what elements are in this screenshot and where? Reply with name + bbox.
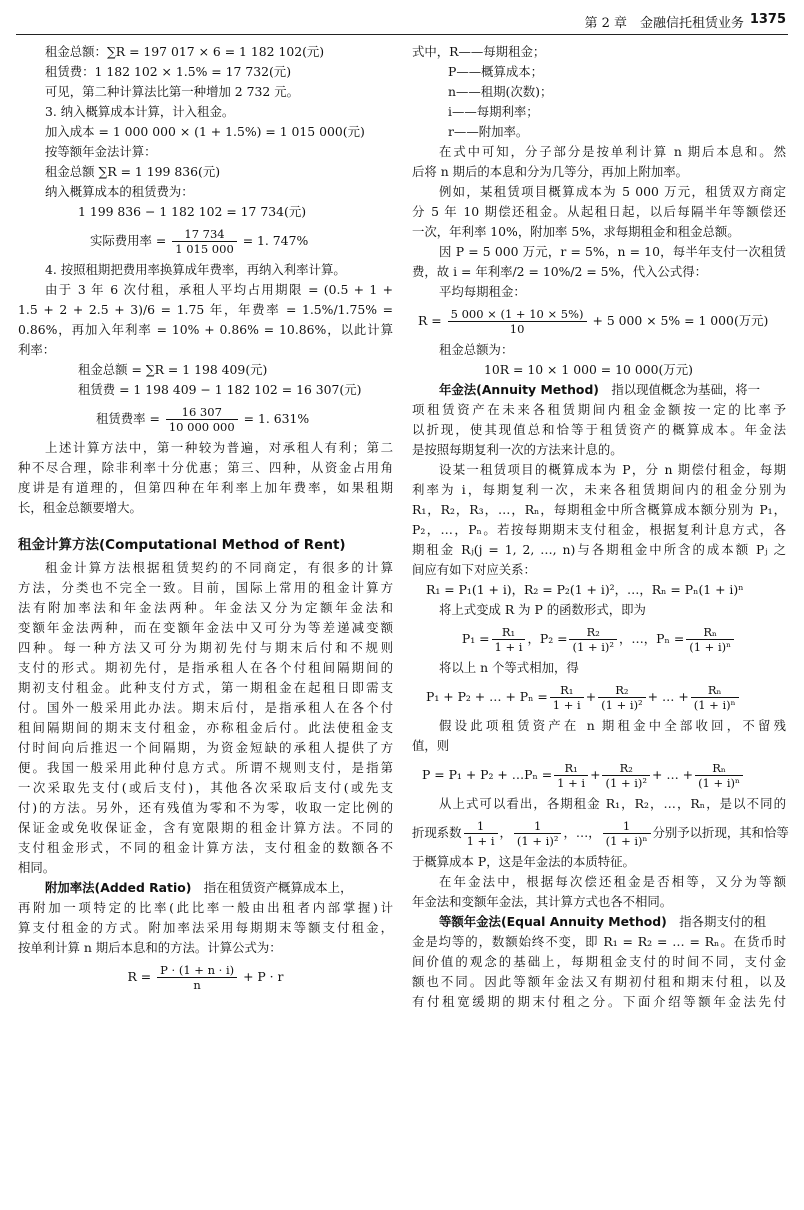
text-line: 在式中可知，分子部分是按单利计算 n 期后本息和。然 xyxy=(439,144,786,159)
equation-text: = 1. 747% xyxy=(242,233,309,248)
text-line: r——附加率。 xyxy=(448,124,529,139)
equation xyxy=(412,678,786,716)
denominator: 10 xyxy=(509,322,525,336)
equation-text: + xyxy=(590,767,601,782)
text-line: 分 5 年 10 期偿还租金。从起租日起，以后每隔半年等额偿还 xyxy=(412,204,786,219)
equation-text: P₁ + P₂ + … + Pₙ = xyxy=(426,689,548,704)
denominator: (1 + i)² xyxy=(605,776,648,790)
text-line: 租赁费 = 1 198 409 − 1 182 102 = 16 307(元) xyxy=(78,382,362,397)
text-line xyxy=(412,912,786,932)
numerator: 16 307 xyxy=(166,405,238,420)
text-line: 再附加一项特定的比率(此比率一般由出租者内部掌握)计 xyxy=(18,900,393,915)
text-line: 值，则 xyxy=(412,738,450,753)
fraction xyxy=(166,405,238,434)
text-line: 纳入概算成本的租赁费为： xyxy=(45,184,194,199)
text-line: 以折现，使其现值总和恰等于租赁资产的概算成本。年金法 xyxy=(412,422,786,437)
fraction xyxy=(550,683,584,712)
text-line: 式中，R——每期租金； xyxy=(412,44,546,59)
denominator: (1 + i)ⁿ xyxy=(605,834,648,848)
equation-text: + xyxy=(585,689,597,704)
text-line: 付时间向后推迟一个间隔期，为资金短缺的承租人提供了方 xyxy=(18,740,393,755)
text-line: 1.5 + 2 + 2.5 + 3)/6 = 1.75 年，年费率 = 1.5%/1.75% = xyxy=(18,302,393,317)
text-line: 有付租宽缓期的期末付租之分。下面介绍等额年金法先付 xyxy=(412,994,786,1009)
text-line: 利率： xyxy=(18,342,56,357)
text-line: 租金总额为： xyxy=(439,342,514,357)
text-line: 是按照每期复利一次的方法来计息的。 xyxy=(412,442,623,457)
text-line: 租金总额 ∑R = 1 199 836(元) xyxy=(45,164,221,179)
text-line: i——每期利率； xyxy=(448,104,539,119)
text-line: 支付租金形式，不同的租金计算方法，支付租金的数额各不 xyxy=(18,840,393,855)
numerator: 5 000 × (1 + 10 × 5%) xyxy=(448,307,587,322)
text-line: 后将 n 期后的本息和分为几等分，再加上附加率。 xyxy=(412,164,689,179)
text-line: 项租赁资产在未来各租赁期间内租金金额按一定的比率予 xyxy=(412,402,786,417)
text-line: 租间隔期间的期末支付租金，亦称租金后付。此法使租金支 xyxy=(18,720,393,735)
equation-text: ， xyxy=(499,825,512,840)
text-line: 例如，某租赁项目概算成本为 5 000 万元，租赁双方商定 xyxy=(439,184,786,199)
text-line: 租金总额：∑R = 197 017 × 6 = 1 182 102(元) xyxy=(45,44,325,59)
text-line: 1 199 836 − 1 182 102 = 17 734(元) xyxy=(78,204,307,219)
numerator: R₁ xyxy=(492,625,526,640)
denominator: n xyxy=(193,978,201,992)
text-line: 付)的方法。另外，还有残值为零和不为零，收取一定比例的 xyxy=(18,800,393,815)
text-line xyxy=(412,380,786,400)
text-line: 间应有如下对应关系： xyxy=(412,562,536,577)
denominator: 1 + i xyxy=(494,640,523,654)
denominator: 1 + i xyxy=(557,776,586,790)
denominator: (1 + i)ⁿ xyxy=(698,776,740,790)
right-column xyxy=(412,42,789,1012)
fraction xyxy=(691,683,739,712)
fraction xyxy=(569,625,617,654)
numerator: R₂ xyxy=(598,683,646,698)
fraction xyxy=(695,761,743,790)
text-line: 10R = 10 × 1 000 = 10 000(万元) xyxy=(484,362,693,377)
text-line: 按单利计算 n 期后本息和的方法。计算公式为： xyxy=(18,940,282,955)
denominator: (1 + i)ⁿ xyxy=(689,640,732,654)
text-line: 从上式可以看出，各期租金 R₁，R₂，…，Rₙ，是以不同的 xyxy=(439,796,786,811)
text-line: 间价值的观念的基础上，每期租金支付的时间不同，支付金 xyxy=(412,954,786,969)
term-text: 指以现值概念为基础，将一 xyxy=(611,382,761,397)
text-line: 支付的形式。期初先付，是指承租人在各个付租间隔期间的 xyxy=(18,660,393,675)
equation xyxy=(412,302,786,340)
equation-text: 实际费用率 = xyxy=(90,233,167,248)
header-rule xyxy=(16,34,788,35)
text-line: 由于 3 年 6 次付租，承租人平均占用期限 = (0.5 + 1 + xyxy=(45,282,393,297)
fraction xyxy=(554,761,588,790)
equation-text: P = P₁ + P₂ + …Pₙ = xyxy=(422,767,553,782)
text-line: 一次，年利率 10%，附加率 5%，求每期租金和租金总额。 xyxy=(412,224,740,239)
text-line: 可见，第二种计算法比第一种增加 2 732 元。 xyxy=(45,84,299,99)
text-line: 费，故 i = 年利率/2 = 10%/2 = 5%，代入公式得： xyxy=(412,264,708,279)
text-line: 4. 按照租期把费用率换算成年费率，再纳入利率计算。 xyxy=(45,262,346,277)
equation xyxy=(412,814,789,852)
fraction xyxy=(172,227,237,256)
text-line: 于概算成本 P，这是年金法的本质特征。 xyxy=(412,854,635,869)
text-line: 期租金 Rⱼ(j = 1, 2, …, n)与各期租金中所含的成本额 Pⱼ 之 xyxy=(412,542,786,557)
denominator: (1 + i)² xyxy=(572,640,615,654)
text-line: 在年金法中，根据每次偿还租金是否相等，又分为等额 xyxy=(439,874,786,889)
text-line: 将以上 n 个等式相加，得 xyxy=(439,660,579,675)
text-line: n——租期(次数)； xyxy=(448,84,553,99)
equation-text: + 5 000 × 5% = 1 000(万元) xyxy=(592,313,769,328)
denominator: 10 000 000 xyxy=(168,420,235,434)
equation-text: + … + xyxy=(647,689,689,704)
text-line: 平均每期租金： xyxy=(439,284,526,299)
text-line: 年金法和变额年金法，其计算方式也各不相同。 xyxy=(412,894,673,909)
denominator: 1 015 000 xyxy=(175,242,234,256)
text-line: 算支付租金的方式。附加率法采用每期期末等额支付租金， xyxy=(18,920,393,935)
page-header xyxy=(0,0,804,34)
fraction xyxy=(492,625,526,654)
denominator: (1 + i)² xyxy=(516,834,559,848)
text-line: 额也不同。因此等额年金法又有期初付租和期末付租，以及 xyxy=(412,974,786,989)
numerator: R₂ xyxy=(569,625,617,640)
text-line xyxy=(18,878,393,898)
text-line: 租金总额 = ∑R = 1 198 409(元) xyxy=(78,362,268,377)
text-line: 变额年金法两种，而在变额年金法中又可分为等差递减变额 xyxy=(18,620,393,635)
equation: R₁ = P₁(1 + i)，R₂ = P₂(1 + i)²，…，Rₙ = Pₙ(1 + i)ⁿ xyxy=(426,582,744,597)
equation-text: + … + xyxy=(652,767,694,782)
fraction xyxy=(464,819,498,848)
text-line: 一次采取先支付(或后支付)，其他各次采取后支付(或先支 xyxy=(18,780,393,795)
text-line: 期初支付租金。此种支付方式，第一期租金在起租日即需支 xyxy=(18,680,393,695)
equation-text: P₁ = xyxy=(461,631,490,646)
equation-text: 折现系数 xyxy=(412,825,462,840)
equation-text: 租赁费率 = xyxy=(96,411,160,426)
equation-text: + P · r xyxy=(243,969,284,984)
numerator: Rₙ xyxy=(695,761,743,776)
numerator: 17 734 xyxy=(172,227,237,242)
equation-text: R = xyxy=(127,969,152,984)
equation-text: 分别予以折现，其和恰等 xyxy=(652,825,789,840)
text-line: 租赁费：1 182 102 × 1.5% = 17 732(元) xyxy=(45,64,292,79)
text-line: 便。我国一般采用此种付息方式。所谓不规则支付，是指第 xyxy=(18,760,393,775)
text-line: 长，租金总额要增大。 xyxy=(18,500,142,515)
equation xyxy=(18,222,393,260)
numerator: R₂ xyxy=(602,761,650,776)
page-number: 1375 xyxy=(749,12,786,27)
term-text: 指在租赁资产概算成本上， xyxy=(203,880,353,895)
denominator: 1 + i xyxy=(466,834,495,848)
left-column xyxy=(18,42,393,996)
fraction xyxy=(603,819,651,848)
equation xyxy=(18,958,393,996)
equation xyxy=(18,400,393,438)
equation-text: = 1. 631% xyxy=(243,411,310,426)
equation-text: ，P₂ = xyxy=(527,631,568,646)
term-title: 等额年金法(Equal Annuity Method) xyxy=(439,914,667,929)
numerator: P · (1 + n · i) xyxy=(157,963,237,978)
equation-text: ，…， xyxy=(563,825,601,840)
equation-text: ，…，Pₙ = xyxy=(619,631,685,646)
text-line: 按等额年金法计算： xyxy=(45,144,157,159)
text-line: 保证金或免收保证金，含有宽限期的租金计算方法。不同的 xyxy=(18,820,393,835)
numerator: Rₙ xyxy=(691,683,739,698)
equation xyxy=(412,756,786,794)
fraction xyxy=(686,625,734,654)
text-line: 将上式变成 R 为 P 的函数形式，即为 xyxy=(439,602,646,617)
fraction xyxy=(602,761,650,790)
denominator: (1 + i)² xyxy=(601,698,643,712)
numerator: R₁ xyxy=(550,683,584,698)
text-line: 3. 纳入概算成本计算，计入租金。 xyxy=(45,104,235,119)
text-line: 度讲是有道理的，但第四种在年利率上加年费率，如果租期 xyxy=(18,480,393,495)
text-line: 法有附加率法和年金法两种。年金法又分为定额年金法和 xyxy=(18,600,393,615)
text-line: 付。国外一般采用此办法。期末后付，是指承租人在各个付 xyxy=(18,700,393,715)
numerator: 1 xyxy=(514,819,562,834)
fraction xyxy=(448,307,587,336)
text-line: 利率为 i，每期复利一次，未来各租赁期间内的租金分别为 xyxy=(412,482,786,497)
text-line: 因 P = 5 000 万元，r = 5%，n = 10，每半年支付一次租赁 xyxy=(439,244,786,259)
fraction xyxy=(157,963,237,992)
text-line: 租金计算方法根据租赁契约的不同商定，有很多的计算 xyxy=(45,560,393,575)
text-line: 上述计算方法中，第一种较为普遍，对承租人有利；第二 xyxy=(45,440,393,455)
text-line: P₂，…，Pₙ。若按每期期末支付租金，根据复利计息方式，各 xyxy=(412,522,786,537)
equation-text: R = xyxy=(418,313,442,328)
text-line: P——概算成本； xyxy=(448,64,544,79)
text-line: 种不尽合理，除非利率十分优惠；第三、四种，从资金占用角 xyxy=(18,460,393,475)
section-heading: 租金计算方法(Computational Method of Rent) xyxy=(18,537,346,553)
text-line: 相同。 xyxy=(18,860,56,875)
fraction xyxy=(598,683,646,712)
text-line: 加入成本 = 1 000 000 × (1 + 1.5%) = 1 015 000(元) xyxy=(45,124,365,139)
text-line: 四种。每一种方法又可分为期初先付与期末后付和不规则 xyxy=(18,640,393,655)
numerator: 1 xyxy=(464,819,498,834)
numerator: 1 xyxy=(603,819,651,834)
term-title: 附加率法(Added Ratio) xyxy=(45,880,192,895)
numerator: Rₙ xyxy=(686,625,734,640)
equation xyxy=(412,620,786,658)
term-title: 年金法(Annuity Method) xyxy=(439,382,599,397)
text-line: 金是均等的，数额始终不变，即 R₁ = R₂ = … = Rₙ。在货币时 xyxy=(412,934,786,949)
denominator: 1 + i xyxy=(552,698,581,712)
fraction xyxy=(514,819,562,848)
text-line: 0.86%，再加入年利率 = 10% + 0.86% = 10.86%，以此计算 xyxy=(18,322,393,337)
text-line: R₁，R₂，R₃，…，Rₙ，每期租金中所含概算成本额分别为 P₁， xyxy=(412,502,786,517)
text-line: 方法，分类也不完全一致。目前，国际上常用的租金计算方 xyxy=(18,580,393,595)
numerator: R₁ xyxy=(554,761,588,776)
text-line: 假设此项租赁资产在 n 期租金中全部收回，不留残 xyxy=(439,718,786,733)
denominator: (1 + i)ⁿ xyxy=(693,698,736,712)
running-chapter-title: 第 2 章 金融信托租赁业务 xyxy=(584,16,744,31)
text-line: 设某一租赁项目的概算成本为 P，分 n 期偿付租金，每期 xyxy=(439,462,786,477)
term-text: 指各期支付的租 xyxy=(679,914,766,929)
